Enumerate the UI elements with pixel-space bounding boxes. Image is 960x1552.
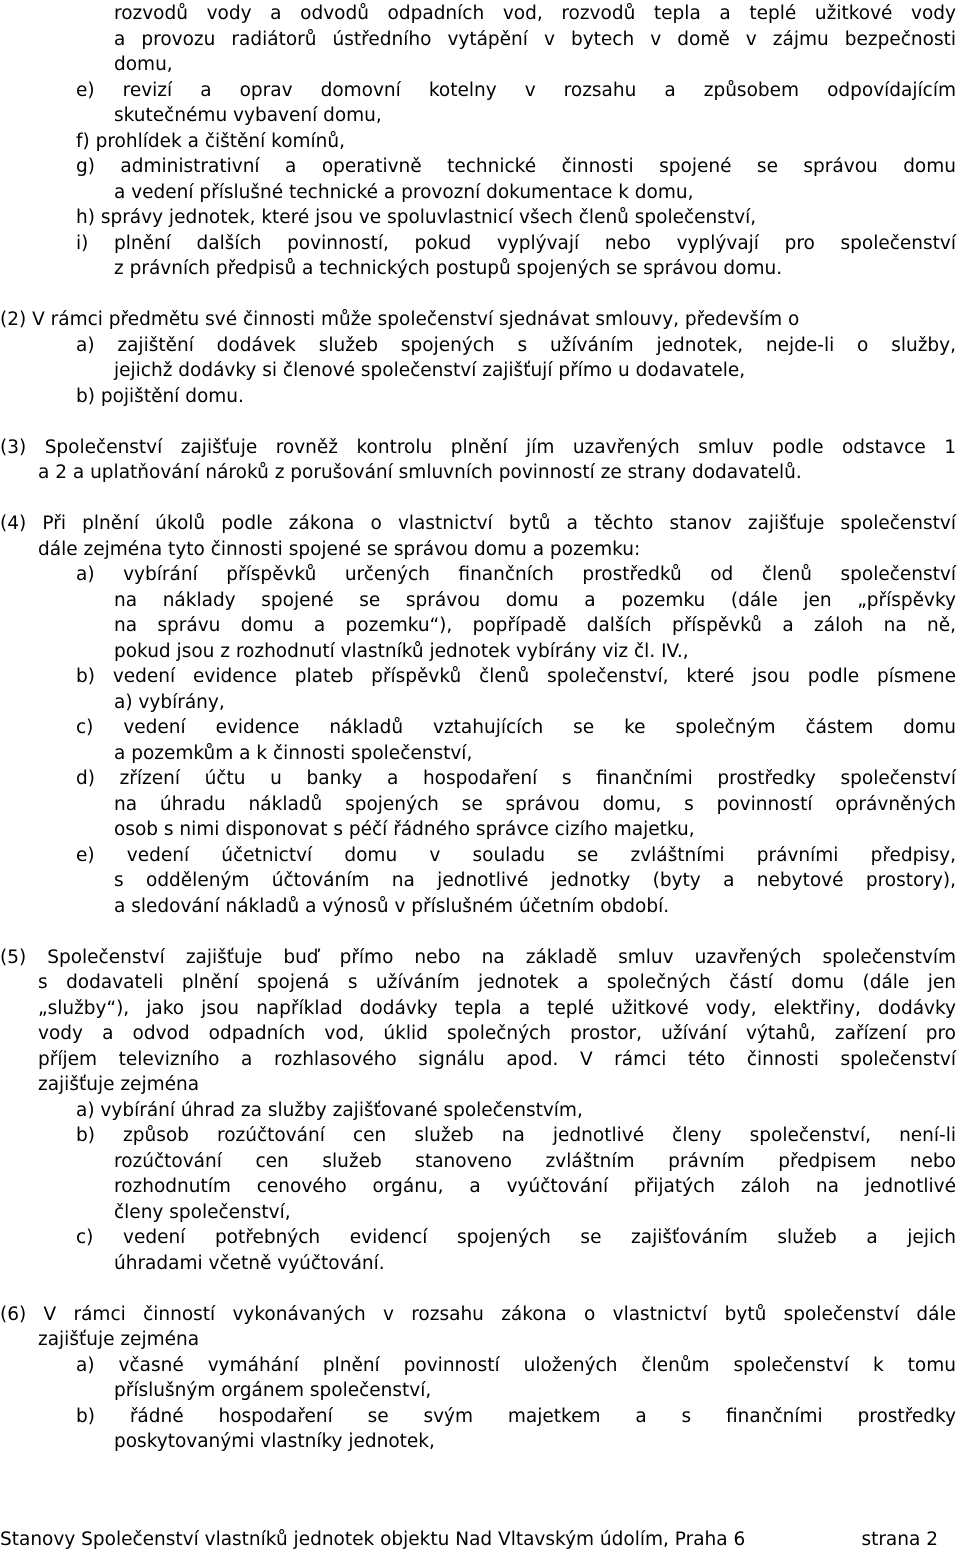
text-line: c) vedení evidence nákladů vztahujících se ke společným částem domu <box>76 717 956 738</box>
text-line: osob s nimi disponovat s péčí řádného správce cizího majetku, <box>114 819 695 840</box>
text-line: a 2 a uplatňování nároků z porušování smluvních povinností ze strany dodavatelů. <box>38 462 802 483</box>
text-line: (4) Při plnění úkolů podle zákona o vlastnictví bytů a těchto stanov zajišťuje společenství <box>0 513 956 534</box>
text-line: (2) V rámci předmětu své činnosti může společenství sjednávat smlouvy, především o <box>0 309 800 330</box>
text-line: jejichž dodávky si členové společenství zajišťují přímo u dodavatele, <box>114 360 746 381</box>
text-line: vody a odvod odpadních vod, úklid společných prostor, užívání výtahů, zařízení pro <box>38 1023 956 1044</box>
text-line: a) včasné vymáhání plnění povinností uložených členům společenství k tomu <box>76 1354 956 1376</box>
text-line: a vedení příslušné technické a provozní dokumentace k domu, <box>114 181 694 203</box>
text-line: g) administrativní a operativně technické činnosti spojené se správou domu <box>76 156 956 177</box>
text-line: a) vybírání úhrad za služby zajišťované společenstvím, <box>76 1099 583 1121</box>
text-line: a sledování nákladů a výnosů v příslušném účetním období. <box>114 895 670 917</box>
text-line: rozvodů vody a odvodů odpadních vod, rozvodů tepla a teplé užitkové vody <box>114 3 956 24</box>
text-line: členy společenství, <box>114 1201 291 1223</box>
text-line: (6) V rámci činností vykonávaných v rozsahu zákona o vlastnictví bytů společenství dále <box>0 1303 956 1325</box>
text-line: rozúčtování cen služeb stanoveno zvláštním právním předpisem nebo <box>114 1150 956 1172</box>
text-line: i) plnění dalších povinností, pokud vyplývají nebo vyplývají pro společenství <box>76 232 956 254</box>
text-line: a pozemkům a k činnosti společenství, <box>114 742 473 764</box>
text-line: na úhradu nákladů spojených se správou domu, s povinností oprávněných <box>114 793 956 815</box>
text-line: a) vybírány, <box>114 691 225 713</box>
text-line: pokud jsou z rozhodnutí vlastníků jednotek vybírány viz čl. IV., <box>114 640 689 662</box>
text-line: a) vybírání příspěvků určených finančních prostředků od členů společenství <box>76 564 956 585</box>
text-line: s dodavateli plnění spojená s užíváním jednotek a společných částí domu (dále jen <box>38 972 956 993</box>
text-line: na správu domu a pozemku“), popřípadě dalších příspěvků a záloh na ně, <box>114 615 956 636</box>
text-line: e) vedení účetnictví domu v souladu se zvláštními právními předpisy, <box>76 844 956 866</box>
text-line: b) způsob rozúčtování cen služeb na jednotlivé členy společenství, není-li <box>76 1125 956 1146</box>
text-line: a provozu radiátorů ústředního vytápění v bytech v domě v zájmu bezpečnosti <box>114 28 956 50</box>
text-line: d) zřízení účtu u banky a hospodaření s finančními prostředky společenství <box>76 768 956 789</box>
text-line: „služby“), jako jsou například dodávky tepla a teplé užitkové vody, elektřiny, dodávky <box>38 997 956 1019</box>
text-line: rozhodnutím cenového orgánu, a vyúčtování přijatých záloh na jednotlivé <box>114 1176 956 1197</box>
text-line: z právních předpisů a technických postupů spojených se správou domu. <box>114 258 783 279</box>
text-line: úhradami včetně vyúčtování. <box>114 1252 385 1274</box>
text-line: dále zejména tyto činnosti spojené se správou domu a pozemku: <box>38 538 641 560</box>
text-line: s odděleným účtováním na jednotlivé jednotky (byty a nebytové prostory), <box>114 870 956 891</box>
text-line: f) prohlídek a čištění komínů, <box>76 130 346 152</box>
text-line: (5) Společenství zajišťuje buď přímo nebo na základě smluv uzavřených společenstvím <box>0 946 956 968</box>
text-line: (3) Společenství zajišťuje rovněž kontrolu plnění jím uzavřených smluv podle odstavce 1 <box>0 436 956 458</box>
text-line: c) vedení potřebných evidencí spojených se zajišťováním služeb a jejich <box>76 1227 956 1248</box>
text-line: poskytovanými vlastníky jednotek, <box>114 1431 435 1452</box>
text-line: příslušným orgánem společenství, <box>114 1380 432 1401</box>
text-line: na náklady spojené se správou domu a pozemku (dále jen „příspěvky <box>114 589 956 611</box>
text-line: b) řádné hospodaření se svým majetkem a s finančními prostředky <box>76 1405 956 1427</box>
text-line: b) vedení evidence plateb příspěvků členů společenství, které jsou podle písmene <box>76 666 956 687</box>
text-line: zajišťuje zejména <box>38 1074 200 1095</box>
text-line: e) revizí a oprav domovní kotelny v rozsahu a způsobem odpovídajícím <box>76 79 956 101</box>
text-line: b) pojištění domu. <box>76 385 244 407</box>
text-line: h) správy jednotek, které jsou ve spoluvlastnicí všech členů společenství, <box>76 207 757 228</box>
text-line: zajišťuje zejména <box>38 1329 200 1350</box>
text-line: a) zajištění dodávek služeb spojených s užíváním jednotek, nejde-li o služby, <box>76 334 956 356</box>
page-footer-title: Stanovy Společenství vlastníků jednotek objektu Nad Vltavským údolím, Praha 6 <box>0 1529 746 1550</box>
text-line: skutečnému vybavení domu, <box>114 105 382 126</box>
text-line: příjem televizního a rozhlasového signálu apod. V rámci této činnosti společenství <box>38 1048 956 1070</box>
text-line: domu, <box>114 54 173 75</box>
page-number: strana 2 <box>861 1529 938 1550</box>
